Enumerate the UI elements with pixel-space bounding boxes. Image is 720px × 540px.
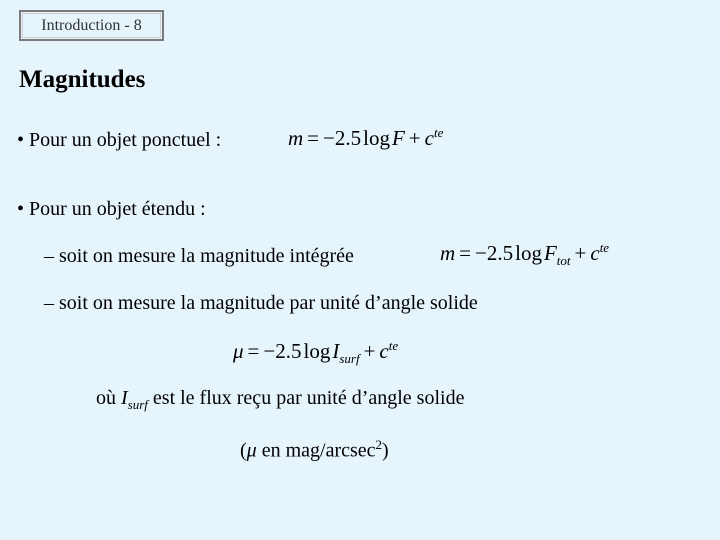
formula-constant: c: [590, 241, 600, 265]
formula-equals: =: [459, 241, 472, 265]
formula-log: log: [515, 241, 542, 265]
formula-integrated: [440, 240, 609, 269]
sub-bullet-integrated: – soit on mesure la magnitude intégrée: [44, 245, 354, 267]
isurf-subscript: surf: [127, 397, 148, 412]
sub-bullet-per-solid-angle: – soit on mesure la magnitude par unité d’angle solide: [44, 292, 478, 314]
formula-coefficient: −2.5: [263, 339, 302, 363]
formula-variable: F: [543, 241, 557, 265]
units-mu-symbol: μ: [246, 439, 257, 462]
mu-units-note: [240, 437, 389, 463]
formula-log: log: [363, 126, 390, 150]
isurf-suffix: est le flux reçu par unité d’angle solide: [147, 387, 465, 409]
formula-coefficient: −2.5: [323, 126, 362, 150]
units-close-paren: ): [382, 439, 389, 462]
formula-constant-superscript: te: [599, 240, 610, 255]
units-exponent: 2: [375, 437, 383, 452]
slide-number-badge: Introduction - 8: [19, 10, 164, 41]
isurf-prefix: où: [96, 387, 121, 409]
isurf-definition: [96, 387, 464, 413]
formula-plus: +: [363, 339, 376, 363]
slide-title: Magnitudes: [19, 66, 146, 93]
formula-coefficient: −2.5: [475, 241, 514, 265]
formula-point-source: [288, 125, 443, 151]
formula-equals: =: [307, 126, 320, 150]
formula-equals: =: [247, 339, 260, 363]
formula-surface-brightness: [233, 338, 398, 367]
formula-constant-superscript: te: [388, 338, 399, 353]
formula-constant: c: [424, 126, 434, 150]
bullet-point-source: • Pour un objet ponctuel :: [17, 129, 222, 151]
formula-plus: +: [574, 241, 587, 265]
formula-variable-subscript: tot: [556, 253, 571, 269]
units-text: en mag/arcsec: [256, 439, 376, 462]
formula-lhs: m: [440, 241, 456, 265]
formula-variable: F: [391, 126, 405, 150]
formula-variable: I: [332, 339, 340, 363]
units-open-paren: (: [240, 439, 247, 462]
formula-lhs: m: [288, 126, 304, 150]
isurf-symbol: I: [121, 387, 128, 409]
bullet-extended-source: • Pour un objet étendu :: [17, 198, 206, 220]
formula-variable-subscript: surf: [339, 351, 360, 367]
formula-lhs: μ: [233, 339, 244, 363]
formula-plus: +: [408, 126, 421, 150]
formula-constant-superscript: te: [433, 125, 444, 140]
formula-constant: c: [379, 339, 389, 363]
formula-log: log: [303, 339, 331, 363]
